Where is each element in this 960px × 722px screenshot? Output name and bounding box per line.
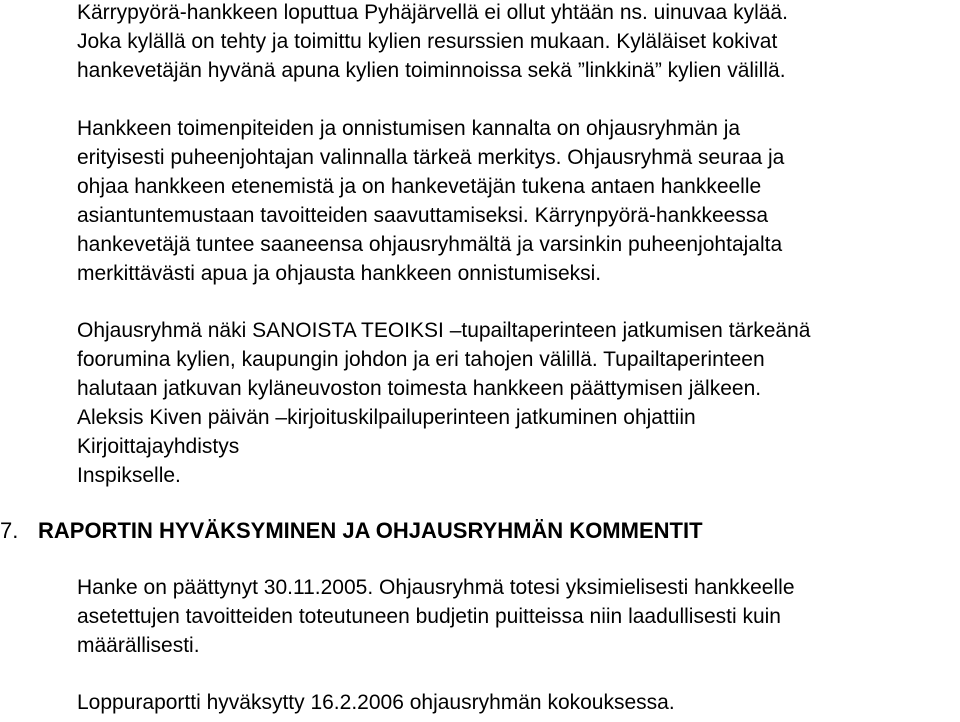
text-line: Aleksis Kiven päivän –kirjoituskilpailuperinteen jatkuminen ohjattiin: [77, 406, 696, 429]
text-line: hankevetäjän hyvänä apuna kylien toiminnoissa sekä ”linkkinä” kylien välillä.: [77, 59, 786, 82]
section-number: 7.: [0, 518, 19, 543]
text-line: halutaan jatkuvan kyläneuvoston toimesta hankkeen päättymisen jälkeen.: [77, 377, 762, 400]
text-line: Hanke on päättynyt 30.11.2005. Ohjausryhmä totesi yksimielisesti hankkeelle: [77, 576, 795, 599]
text-line: merkittävästi apua ja ohjausta hankkeen onnistumiseksi.: [77, 262, 602, 285]
text-line: Loppuraportti hyväksytty 16.2.2006 ohjausryhmän kokouksessa.: [77, 691, 675, 714]
text-line: Joka kylällä on tehty ja toimittu kylien resurssien mukaan. Kyläläiset kokivat: [77, 30, 778, 53]
section-title: RAPORTIN HYVÄKSYMINEN JA OHJAUSRYHMÄN KOMMENTIT: [38, 518, 703, 543]
text-line: foorumina kylien, kaupungin johdon ja eri tahojen välillä. Tupailtaperinteen: [77, 348, 765, 371]
text-line: erityisesti puheenjohtajan valinnalla tärkeä merkitys. Ohjausryhmä seuraa ja: [77, 146, 785, 169]
text-line: asetettujen tavoitteiden toteutuneen budjetin puitteissa niin laadullisesti kuin: [77, 605, 781, 628]
text-line: asiantuntemustaan tavoitteiden saavuttamiseksi. Kärrynpyörä-hankkeessa: [77, 204, 769, 227]
text-line: Hankkeen toimenpiteiden ja onnistumisen kannalta on ohjausryhmän ja: [77, 117, 741, 140]
text-line: Ohjausryhmä näki SANOISTA TEOIKSI –tupailtaperinteen jatkumisen tärkeänä: [77, 319, 811, 342]
text-line: hankevetäjä tuntee saaneensa ohjausryhmältä ja varsinkin puheenjohtajalta: [77, 233, 783, 256]
text-line: ohjaa hankkeen etenemistä ja on hankevetäjän tukena antaen hankkeelle: [77, 175, 762, 198]
text-line: Inspikselle.: [77, 464, 181, 487]
text-line: Kärrypyörä-hankkeen loputtua Pyhäjärvellä ei ollut yhtään ns. uinuvaa kylää.: [77, 1, 788, 24]
text-line: määrällisesti.: [77, 634, 200, 657]
text-line: Kirjoittajayhdistys: [77, 435, 240, 458]
